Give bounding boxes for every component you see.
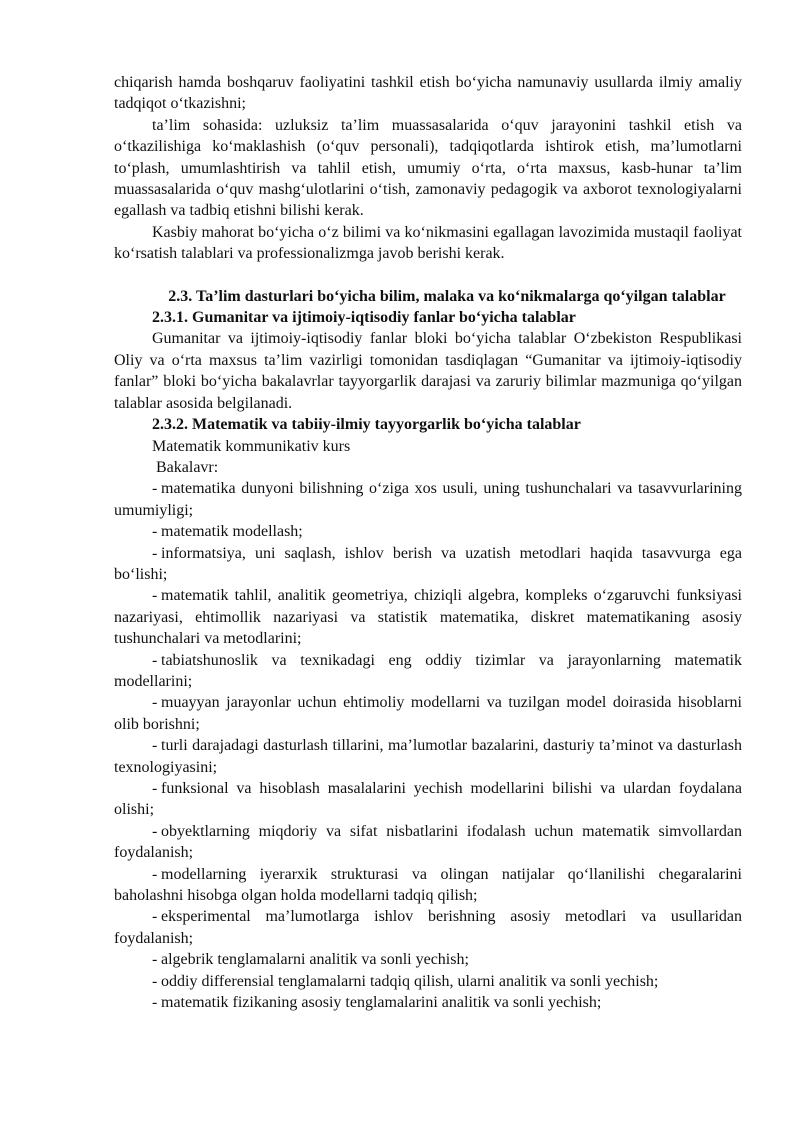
list-item-text: modellarning iyerarxik strukturasi va olingan natijalar qo‘llanilishi chegaralarini baholashni hisobga olgan holda modellarni tadqiq qilish; <box>114 865 742 905</box>
list-item <box>114 906 742 949</box>
list-item-text: oddiy differensial tenglamalarni tadqiq qilish, ularni analitik va sonli yechish; <box>161 972 659 990</box>
education-paragraph: ta’lim sohasida: uzluksiz ta’lim muassasalarida o‘quv jarayonini tashkil etish va o‘tkazilishiga ko‘maklashish (o‘quv personali), tadqiqotlarda ishtirok etish, ma’lumotlarni to‘plash, umumlashtirish va tahlil etish, umumiy o‘rta, o‘rta maxsus, kasb-hunar ta’lim muassasalarida o‘quv mashg‘ulotlarini o‘tish, zamonaviy pedagogik va axborot texnologiyalarni egallash va tadbiq etishni bilishi kerak. <box>114 116 742 220</box>
list-item-text: tabiatshunoslik va texnikadagi eng oddiy tizimlar va jarayonlarning matematik modellarini; <box>114 651 742 690</box>
dash-marker: - <box>152 865 158 883</box>
list-item <box>114 650 742 693</box>
dash-marker: - <box>152 694 158 712</box>
list-item-text: funksional va hisoblash masalalarini yechish modellarini bilishi va ulardan foydalana olishi; <box>114 780 742 819</box>
dash-marker: - <box>152 544 158 562</box>
list-item-text: eksperimental ma’lumotlarga ishlov berishning asosiy metodlari va usullaridan foydalanish; <box>114 908 742 947</box>
list-item-text: matematik modellash; <box>161 523 303 541</box>
dash-marker: - <box>152 972 158 990</box>
list-item <box>114 778 742 821</box>
list-item-text: turli darajadagi dasturlash tillarini, ma’lumotlar bazalarini, dasturiy ta’minot va dasturlash texnologiyasini; <box>114 737 742 776</box>
dash-marker: - <box>152 737 158 755</box>
section-heading: 2.3. Ta’lim dasturlari bo‘yicha bilim, malaka va ko‘nikmalarga qo‘yilgan talablar <box>168 287 726 305</box>
dash-marker: - <box>152 780 158 797</box>
document-page <box>114 72 742 1013</box>
list-item <box>114 949 742 970</box>
list-item <box>114 478 742 521</box>
paragraph-spacer <box>114 265 742 286</box>
subsection-1-text: Gumanitar va ijtimoiy-iqtisodiy fanlar bloki bo‘yicha talablar O‘zbekiston Respublikasi Oliy va o‘rta maxsus ta’lim vazirligi tomonidan tasdiqlagan “Gumanitar va ijtimoiy-iqtisodiy fanlar” bloki bo‘yicha bakalavrlar tayyorgarlik darajasi va zaruriy bilimlar mazmuniga qo‘yilgan talablar asosida belgilanadi. <box>114 330 742 412</box>
dash-marker: - <box>152 951 158 969</box>
list-item <box>114 521 742 542</box>
list-item <box>114 692 742 735</box>
dash-marker: - <box>152 587 158 605</box>
list-item-text: matematik fizikaning asosiy tenglamalarini analitik va sonli yechish; <box>161 994 602 1012</box>
subsection-2-heading: 2.3.2. Matematik va tabiiy-ilmiy tayyorgarlik bo‘yicha talablar <box>152 416 581 434</box>
list-item <box>114 864 742 907</box>
dash-marker: - <box>152 523 158 541</box>
list-item <box>114 585 742 649</box>
list-item-text: muayyan jarayonlar uchun ehtimoliy modellarni va tuzilgan model doirasida hisoblarni olib borishni; <box>114 694 742 733</box>
dash-marker: - <box>152 480 158 498</box>
intro-paragraph: chiqarish hamda boshqaruv faoliyatini tashkil etish bo‘yicha namunaviy usullarda ilmiy amaliy tadqiqot o‘tkazishni; <box>114 74 742 113</box>
list-item-text: obyektlarning miqdoriy va sifat nisbatlarini ifodalash uchun matematik simvollardan foydalanish; <box>114 822 742 862</box>
dash-marker: - <box>152 994 158 1012</box>
dash-marker: - <box>152 651 158 669</box>
list-item <box>114 735 742 778</box>
course-name: Matematik kommunikativ kurs <box>152 437 351 455</box>
list-item-text: matematika dunyoni bilishning o‘ziga xos usuli, uning tushunchalari va tasavvurlarining umumiyligi; <box>114 480 742 519</box>
list-item-text: algebrik tenglamalarni analitik va sonli yechish; <box>161 951 469 969</box>
list-item-text: informatsiya, uni saqlash, ishlov berish va uzatish metodlari haqida tasavvurga ega bo‘lishi; <box>114 544 742 583</box>
list-item <box>114 543 742 586</box>
dash-marker: - <box>152 822 158 840</box>
skill-paragraph: Kasbiy mahorat bo‘yicha o‘z bilimi va ko‘nikmasini egallagan lavozimida mustaqil faoliyat ko‘rsatish talablari va professionalizmga javob berishi kerak. <box>114 223 742 263</box>
list-item <box>114 992 742 1013</box>
requirements-list <box>114 478 742 1013</box>
subsection-1-heading: 2.3.1. Gumanitar va ijtimoiy-iqtisodiy fanlar bo‘yicha talablar <box>152 309 576 327</box>
list-item <box>114 821 742 864</box>
bakalavr-label: Bakalavr: <box>156 458 219 476</box>
dash-marker: - <box>152 908 158 926</box>
list-item <box>114 971 742 992</box>
list-item-text: matematik tahlil, analitik geometriya, chiziqli algebra, kompleks o‘zgaruvchi funksiyasi nazariyasi, ehtimollik nazariyasi va statistik matematika, diskret matematikaning asosiy tushunchalari va metodlarini; <box>114 587 742 648</box>
